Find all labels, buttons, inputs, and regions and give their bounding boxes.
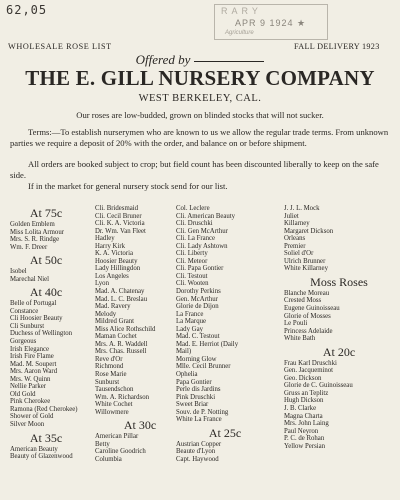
group-heading: At 50c [29,253,63,268]
rose-list-item: Mlle. Cecil Brunner [176,363,231,371]
rose-list-item: White La France [176,416,222,424]
rose-list [284,290,394,343]
group-heading: At 75c [29,206,63,220]
rose-list-item: Marechal Niel [10,275,50,283]
rose-list-item: Glorie de C. Guinoisseau [284,382,353,390]
offered-by-rule [194,61,264,62]
rose-list [95,433,185,463]
company-location: WEST BERKELEY, CAL. [138,93,262,104]
rose-list [176,205,274,424]
rose-list-item: White Killarney [284,265,328,273]
rose-list-item: Cli. Testout [176,272,208,280]
rose-list-item: J. J. L. Mock [284,205,320,212]
rose-list-item: P. C. de Rohan [284,435,325,443]
rose-list-item: Princess Adelaide [284,327,333,335]
rose-list-item: Cli. La France [176,235,216,243]
rose-list-item: J. B. Clarke [284,405,317,413]
rose-list-item: Cli Hoosier Beauty [10,315,63,323]
rose-list-item: Columbia [95,455,122,463]
rose-list-item: Mrs. John Laing [284,420,329,428]
rose-list-item: Eugene Guinoisseau [284,305,340,313]
rose-list-item: Mrs. Chas. Russell [95,348,147,356]
rose-list-item: Irish Elegance [10,345,50,353]
rose-list-item: Cli. Wooten [176,280,209,288]
rose-list-item: Glorie of Mosses [284,312,331,320]
rose-list-item: Constance [10,307,39,315]
group-heading: At 30c [123,418,157,433]
rose-list-item: Cli. Papa Gontier [176,265,224,273]
company-title: THE E. GILL NURSERY COMPANY [25,66,375,90]
rose-list-item: K. A. Victoria [95,250,133,258]
rose-list-item: Ophelia [176,371,198,379]
header-wholesale-label: WHOLESALE ROSE LIST [8,42,112,51]
price-column-2 [95,205,185,464]
rose-list-item: Mad. Ravery [95,303,131,311]
price-column-1 [10,204,82,461]
orders-paragraph: All orders are booked subject to crop; but field count has been discounted liberally to keep on the safe side. [10,159,379,180]
rose-list-item: Yellow Persian [284,442,326,450]
rose-list-item: Lady Hillingdon [95,265,141,273]
rose-list [284,205,394,273]
handwritten-catalog-number: 62,05 [6,3,48,17]
rose-list-item: Beaute d'Lyon [176,448,216,456]
rose-list-item: Cli. Meteor [176,257,208,265]
rose-list-item: Frau Karl Druschki [284,359,337,367]
price-column-4 [284,205,394,450]
rose-list-item: Gen. McArthur [176,295,218,303]
rose-list-item: Pink Cherokee [10,398,51,406]
rose-list-item: Duchess of Wellington [10,330,73,338]
rose-list-item: Miss Lolita Armour [10,228,64,236]
rose-list-item: Le Pouli [284,320,308,328]
rose-list-item: Geo. Dickson [284,374,322,382]
rose-list-item: Paul Neyron [284,427,319,435]
rose-list-item: Col. Leclere [176,205,210,212]
stamp-date: APR 9 1924 ★ [235,18,307,28]
rose-list-item: Cli. Liberty [176,250,208,258]
rose-list-item: Juliet [284,212,299,220]
rose-list-item: Pink Druschki [176,393,216,401]
rose-list-item: Hoosier Beauty [95,257,138,265]
rose-list [10,268,82,283]
rose-list-item: White Cochet [95,401,133,409]
rose-list-item: Wm. F. Dreer [10,243,48,251]
rose-list-item: Hadley [95,235,115,243]
rose-list-item: Morning Glow [176,355,217,363]
rose-list-item: Irish Fire Flame [10,353,54,361]
rose-list-item: Ulrich Brunner [284,257,326,265]
rose-list-item: Harry Kirk [95,242,126,250]
rose-list-item: Mrs. Aaron Ward [10,368,58,376]
rose-list-item: Sweet Briar [176,401,209,409]
rose-list-item: American Pillar [95,433,139,441]
rose-list-item: Mad. L. C. Breslau [95,295,148,303]
rose-list [10,300,82,428]
rose-list-item: Cli. Lady Ashtown [176,242,228,250]
rose-list [10,446,82,461]
rose-list-item: Nellie Parker [10,383,47,391]
rose-list-item: Mad. M. Soupert [10,360,57,368]
rose-list-item: Gen. Jacqueminot [284,367,334,375]
market-paragraph: If in the market for general nursery stock send for our list. [28,181,228,191]
rose-list-item: La Marque [176,318,207,326]
rose-list-item: Golden Emblem [10,221,55,228]
rose-list-item: Papa Gontier [176,378,212,386]
stamp-line-1: RARY [221,6,262,16]
rose-list-item: Orleans [284,235,306,243]
rose-list-item: Cli. Druschki [176,220,213,228]
rose-list-item: La France [176,310,204,318]
rose-list-item: Mad. E. Herriot (Daily [176,340,239,348]
rose-list-item: Beauty of Glazenwood [10,453,73,461]
rose-list-item: Isobel [10,268,27,276]
rose-list-item: Dr. Wm. Van Fleet [95,227,146,235]
rose-list-item: Ramona (Red Cherokee) [10,405,78,413]
rose-list-item: Dorothy Perkins [176,288,221,296]
group-heading: At 25c [208,425,242,440]
rose-list-item: Glorie de Dijon [176,303,219,311]
rose-list-item: Los Angeles [95,272,129,280]
rose-list-item: Cli Sunburst [10,322,45,330]
rose-list [95,205,185,416]
rose-list-item: Crested Moss [284,297,322,305]
rose-list-item: Blanche Moreau [284,289,330,297]
group-heading: At 20c [322,344,356,359]
rose-list-item: Gruss an Teplitz [284,389,329,397]
rose-list-item: Betty [95,440,110,448]
rose-list-item: Tausendschon [95,386,134,394]
group-heading: At 35c [29,430,63,445]
rose-list-item: Miss Alice Rothschild [95,325,156,333]
rose-list [176,441,274,464]
rose-list-item: Wm. A. Richardson [95,393,149,401]
rose-list-item: Maman Cochet [95,333,137,341]
header-delivery-label: FALL DELIVERY 1923 [294,42,380,51]
rose-list-item: Mad. A. Chatenay [95,288,145,296]
rose-list-item: Silver Moon [10,421,45,429]
rose-list-item: Cli. Gen McArthur [176,227,228,235]
rose-list-item: Hugh Dickson [284,397,324,405]
rose-list-item: Soliel d'Or [284,250,314,258]
terms-paragraph: Terms:—To establish nurserymen who are known to us we allow the regular trade terms. From unknown parties we require a deposit of 20% with the order, and balance on or before shipment. [10,127,389,148]
rose-list-item: Magna Charta [284,412,323,420]
rose-list-item: Caroline Goodrich [95,448,146,456]
rose-list-item: Mrs. S. R. Rindge [10,236,60,244]
rose-list-item: Cli. American Beauty [176,212,236,220]
group-heading: At 40c [29,285,63,300]
offered-by-text: Offered by [135,52,191,67]
rose-list-item: Mad. C. Testout [176,333,220,341]
rose-list-item: Sunburst [95,378,120,386]
rose-list-item: Richmond [95,363,124,371]
rose-list-item: Melody [95,310,117,318]
rose-list-item: Gorgeous [10,338,37,346]
rose-list-item: Reve d'Or [95,355,123,363]
rose-list-item: Mail) [176,348,192,356]
rose-list-item: Mildred Grant [95,318,135,326]
rose-list-item: Austrian Copper [176,440,222,448]
rose-list-item: Cli. Bridesmaid [95,205,139,212]
rose-list-item: Mrs. W. Quinn [10,375,51,383]
rose-list-item: Shower of Gold [10,413,54,421]
rose-list-item: Souv. de P. Notting [176,408,229,416]
price-column-3 [176,205,274,464]
rose-list-item: Willowmere [95,408,129,416]
rose-list-item: Premier [284,242,306,250]
rose-list-item: Cli. Cecil Bruner [95,212,142,220]
rose-list-item: Old Gold [10,390,36,398]
rose-list-item: Mrs. A. R. Waddell [95,340,148,348]
rose-list-item: Capt. Haywood [176,455,219,463]
library-received-stamp [214,4,328,40]
rose-list-item: Margaret Dickson [284,227,334,235]
rose-list-item: Lady Gay [176,325,203,333]
group-heading: Moss Roses [310,274,368,289]
rose-list-item: Lyon [95,280,109,288]
rose-list-item: Cli. K. A. Victoria [95,220,145,228]
intro-paragraph: Our roses are low-budded, grown on blinded stocks that will not sucker. [76,110,324,120]
rose-list-item: Killarney [284,220,310,228]
rose-list-item: Perle dis Jardins [176,386,221,394]
rose-list-item: White Bath [284,335,316,343]
rose-list-item: Rose Marie [95,371,127,379]
stamp-line-3: Agriculture [225,30,254,36]
rose-list-item: Belle of Portugal [10,300,57,308]
rose-list [284,360,394,451]
rose-list [10,221,82,251]
rose-list-item: American Beauty [10,445,58,453]
